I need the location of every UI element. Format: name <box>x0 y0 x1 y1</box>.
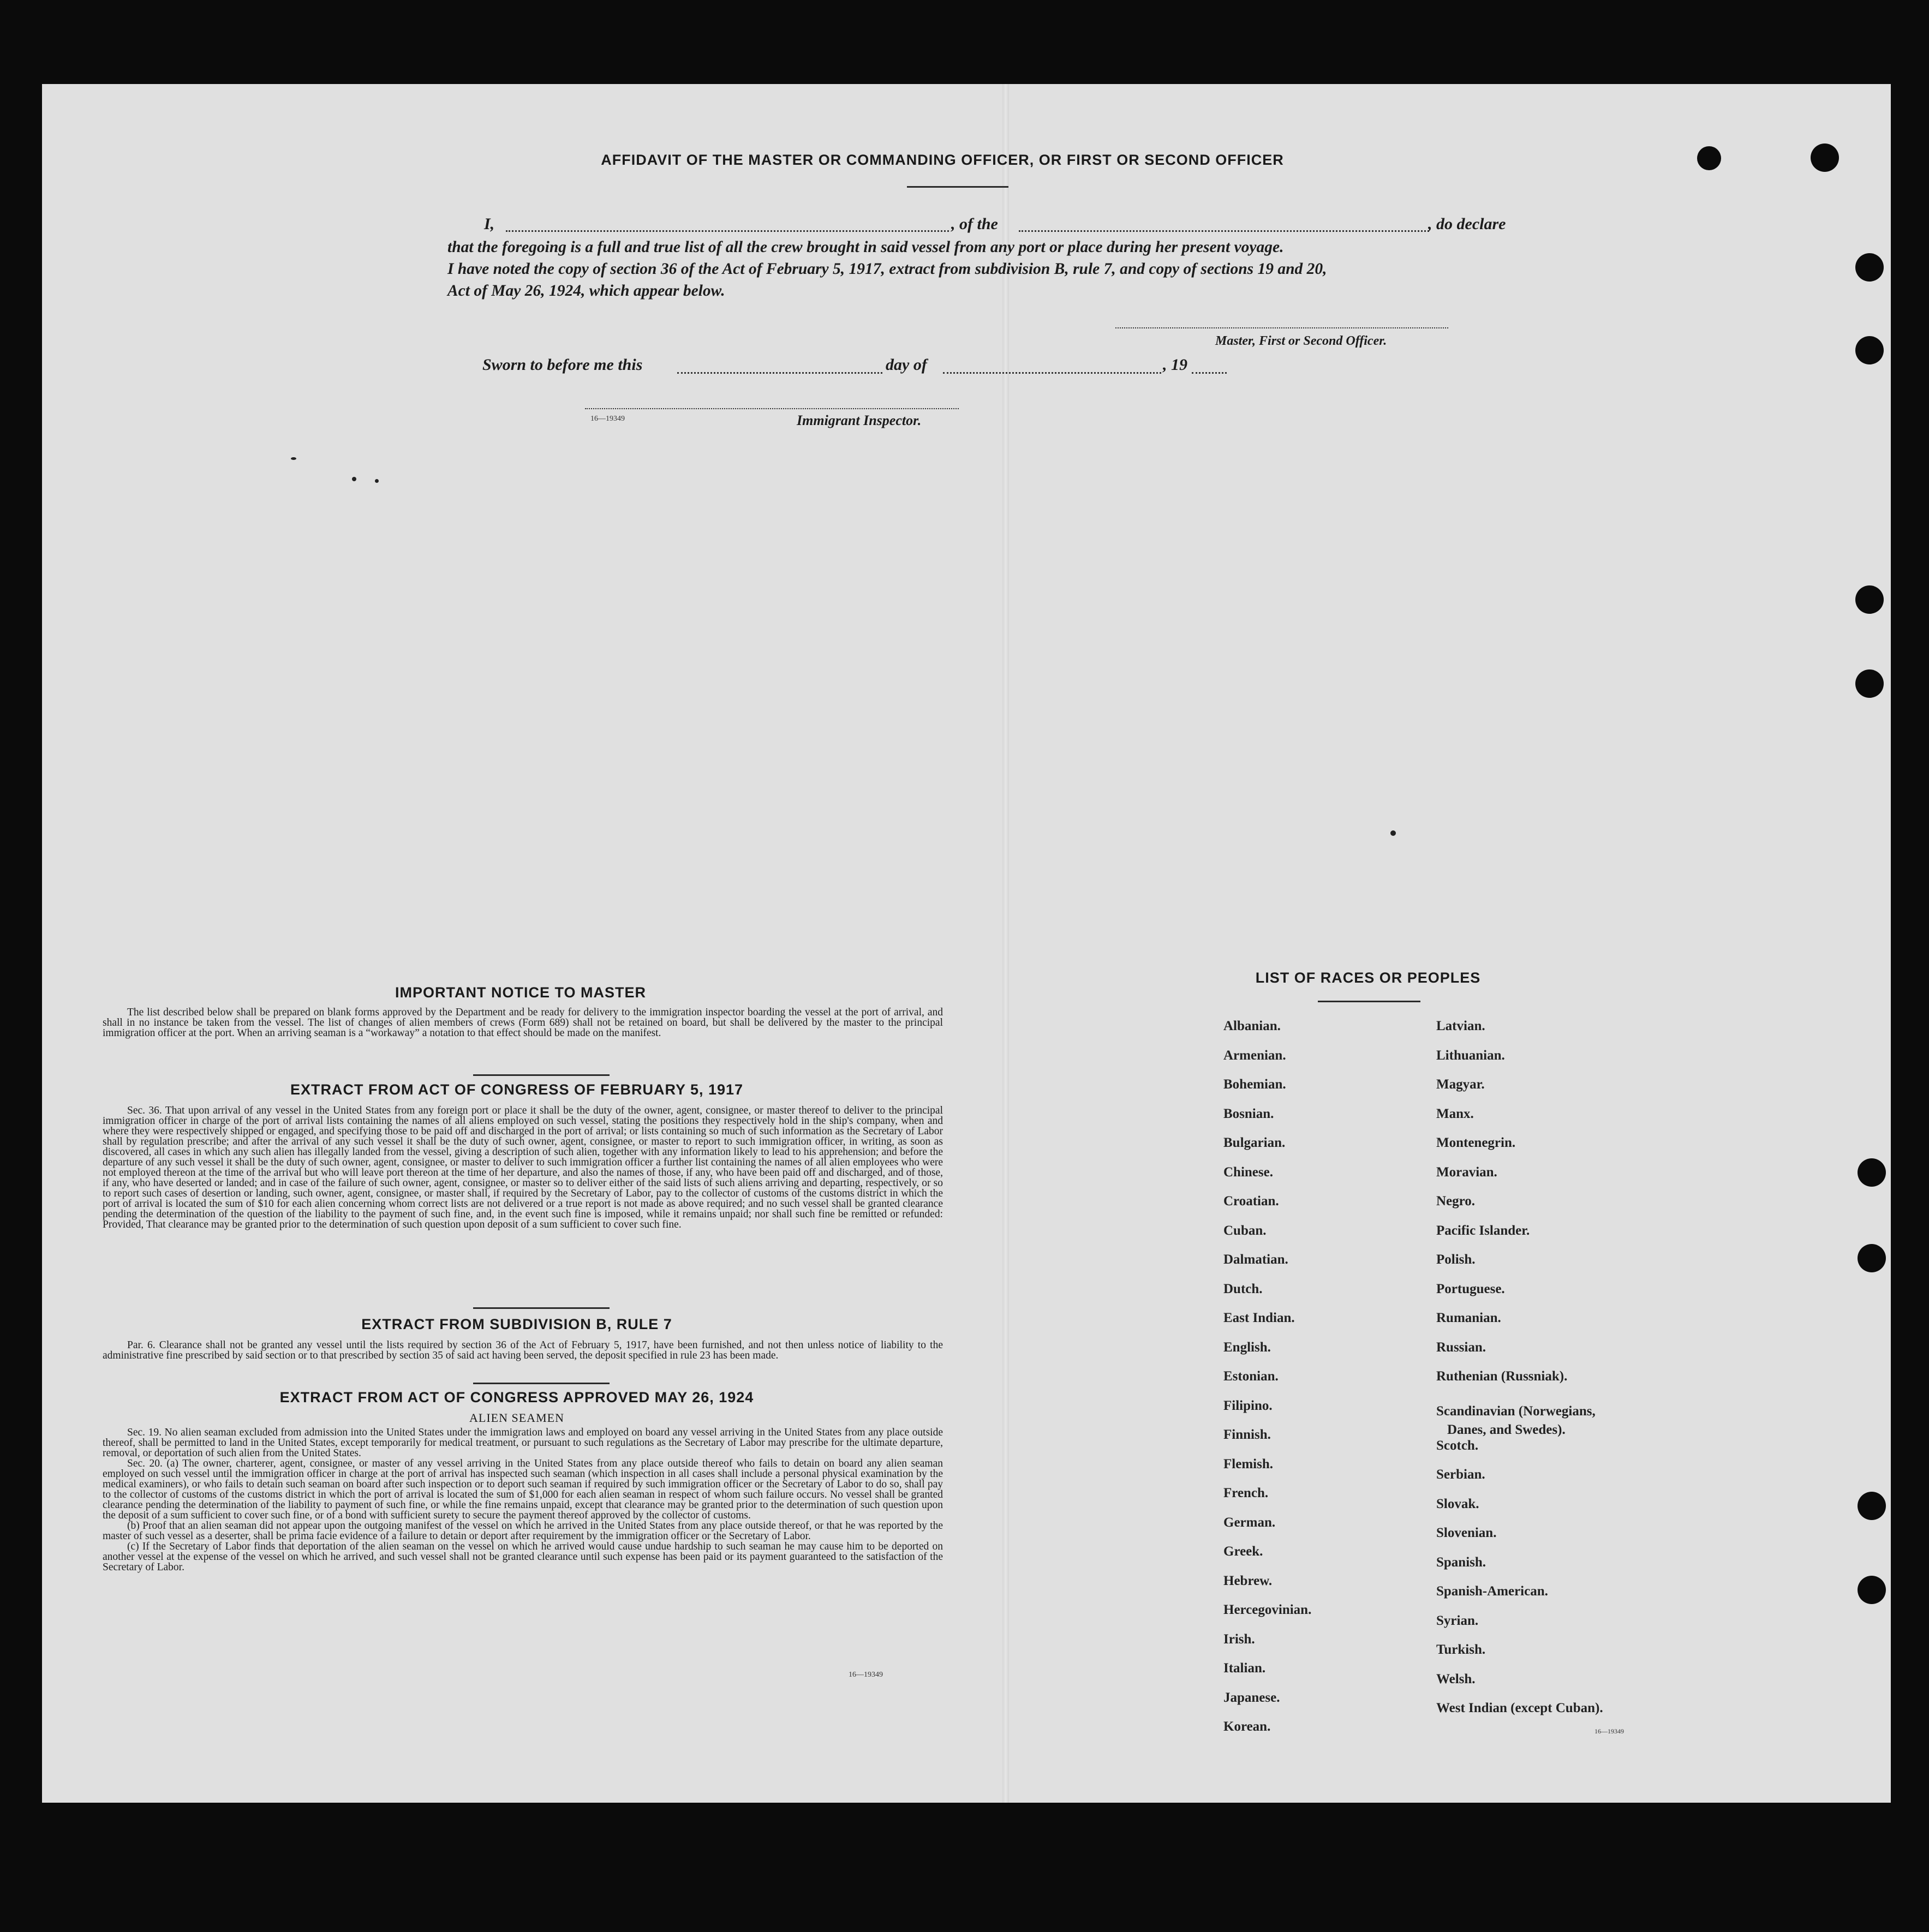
sec-20c-paragraph: (c) If the Secretary of Labor finds that deportation of the alien seaman on the vessel on which he arrived would cause undue hardship to such seaman he may cause him to be deported on another vessel at the expense of the vessel on which he arrived, and such vessel shall not be granted clearance until such expense has been paid or its payment guaranteed to the satisfaction of the Secretary of Labor. <box>103 1541 943 1573</box>
list-item: Dalmatian. <box>1223 1252 1288 1267</box>
sworn-day-of: day of <box>886 356 927 374</box>
races-right-list <box>1436 1012 1603 1723</box>
list-item: Slovak. <box>1436 1496 1479 1511</box>
list-item: Russian. <box>1436 1339 1486 1355</box>
sworn-year-field[interactable] <box>1192 372 1227 374</box>
extract-form-number: 16—19349 <box>849 1671 883 1679</box>
list-item: Filipino. <box>1223 1398 1273 1413</box>
list-item: Korean. <box>1223 1719 1271 1734</box>
list-item: Danes, and Swedes). <box>1447 1422 1566 1437</box>
list-item: Chinese. <box>1223 1164 1273 1180</box>
master-signature-label: Master, First or Second Officer. <box>1215 334 1387 348</box>
list-item: Italian. <box>1223 1661 1266 1676</box>
paper-speck <box>375 479 379 483</box>
affidavit-line3: I have noted the copy of section 36 of the Act of February 5, 1917, extract from subdivision B, rule 7, and copy of sections 19 and 20, <box>447 260 1327 278</box>
inspector-label: Immigrant Inspector. <box>797 412 922 428</box>
sworn-prefix: Sworn to before me this <box>482 356 643 374</box>
page-fold <box>1002 84 1009 1803</box>
list-item: Japanese. <box>1223 1690 1280 1705</box>
affidavit-line1-declare: , do declare <box>1428 215 1506 233</box>
list-item: Dutch. <box>1223 1281 1263 1296</box>
list-item: Bulgarian. <box>1223 1135 1286 1150</box>
punch-hole <box>1855 253 1884 282</box>
sec-20a-paragraph: Sec. 20. (a) The owner, charterer, agent, consignee, or master of any vessel arriving in the United States from any place outside thereof who fails to detain on board any alien seaman employed on such vessel until the immigration officer in charge at the port of arrival has inspected such seaman (which inspection in all cases shall include a personal physical examination by the medical examiners), or who fails to detain such seaman on board after such inspection or to deport such seaman if required by such immigration officer or the Secretary of Labor to do so, shall pay to the collector of customs of the customs district in which the port of arrival is located the sum of $1,000 for each alien seaman in respect of whom such failure occurs. No vessel shall be granted clearance pending the determination of the liability to payment of such fine, or while the fine remains unpaid, except that clearance may be granted prior to the determination of such question upon the deposit of a sum sufficient to cover such fine, or of a bond with sufficient surety to secure the payment thereof approved by the collector of customs. <box>103 1458 943 1521</box>
affidavit-line2: that the foregoing is a full and true list of all the crew brought in said vessel from any port or place during her present voyage. <box>447 238 1284 256</box>
list-item: Irish. <box>1223 1631 1255 1647</box>
list-item: Albanian. <box>1223 1019 1281 1033</box>
sworn-month-field[interactable] <box>943 372 1161 374</box>
list-item: Armenian. <box>1223 1048 1286 1063</box>
races-form-number: 16—19349 <box>1594 1727 1624 1735</box>
list-item: Turkish. <box>1436 1642 1486 1657</box>
punch-hole <box>1855 669 1884 698</box>
races-left-list <box>1223 1012 1311 1742</box>
list-item: Hebrew. <box>1223 1573 1273 1588</box>
affidavit-line4: Act of May 26, 1924, which appear below. <box>447 282 725 300</box>
extract-rule7-text <box>103 1340 943 1361</box>
races-title: LIST OF RACES OR PEOPLES <box>1255 970 1481 986</box>
list-item: Croatian. <box>1223 1194 1279 1209</box>
notice-rule <box>473 1074 610 1076</box>
extract-1917-rule <box>473 1307 610 1309</box>
list-item: Serbian. <box>1436 1467 1485 1482</box>
extract-1924-subtitle: ALIEN SEAMEN <box>469 1411 564 1425</box>
list-item: Moravian. <box>1436 1164 1497 1180</box>
sworn-year: , 19 <box>1163 356 1187 374</box>
list-item: Greek. <box>1223 1544 1263 1559</box>
list-item: Rumanian. <box>1436 1311 1501 1325</box>
list-item: French. <box>1223 1486 1269 1500</box>
affidavit-form-number: 16—19349 <box>590 415 625 423</box>
list-item: Syrian. <box>1436 1613 1479 1628</box>
sec-36-paragraph: Sec. 36. That upon arrival of any vessel in the United States from any foreign port or place it shall be the duty of the owner, agent, consignee, or master thereof to deliver to the principal immigration officer in charge of the port of arrival lists containing the names of all aliens employed on such vessel, stating the positions they respectively hold in the ship's company, when and where they were respectively shipped or engaged, and specifying those to be paid off and discharged in the port of arrival; or lists containing so much of such information as the Secretary of Labor shall by regulation prescribe; and after the arrival of any such vessel it shall be the duty of such owner, agent, consignee, or master to report to such immigration officer, in writing, as soon as discovered, all cases in which any such alien has illegally landed from the vessel, giving a description of such alien, together with any information likely to lead to his apprehension; and before the departure of any such vessel it shall be the duty of such owner, agent, consignee, or master to deliver to such immigration officer a further list containing the names of all alien employees who were not employed thereon at the time of the arrival but who will leave port thereon at the time of her departure, and also the names of those, if any, who have been paid off and discharged, and of those, if any, who have deserted or landed; and in case of the failure of such owner, agent, consignee, or master so to deliver either of the said lists of such aliens arriving and departing, respectively, or so to report such cases of desertion or landing, such owner, agent, consignee, or master shall, if required by the Secretary of Labor, pay to the collector of customs of the customs district in which the port of arrival is located the sum of $10 for each alien concerning whom correct lists are not delivered or a true report is not made as above required; and no such vessel shall be granted clearance pending the determination of the question of the liability to the payment of such fine, and, in the event such fine is imposed, while it remains unpaid; nor shall such fine be remitted or refunded: Provided, That clearance may be granted prior to the determination of such question upon deposit of a sum sufficient to cover such fine. <box>103 1105 943 1230</box>
affidavit-line1-of: , of the <box>951 215 998 233</box>
punch-hole <box>1858 1158 1886 1187</box>
list-item: Estonian. <box>1223 1369 1279 1384</box>
list-item: Polish. <box>1436 1252 1476 1267</box>
list-item: West Indian (except Cuban). <box>1436 1701 1603 1715</box>
notice-title: IMPORTANT NOTICE TO MASTER <box>395 984 646 1001</box>
master-signature-field[interactable] <box>1115 327 1448 328</box>
sec-20b-paragraph: (b) Proof that an alien seaman did not appear upon the outgoing manifest of the vessel on which he arrived in the United States from any place outside thereof, or that he was reported by the master of such vessel as a deserter, shall be prima facie evidence of a failure to detain or deport after requirement by the immigration officer or the Secretary of Labor. <box>103 1520 943 1542</box>
punch-hole <box>1697 146 1721 170</box>
paper-speck <box>1390 830 1396 836</box>
punch-hole <box>1858 1492 1886 1520</box>
list-item: Magyar. <box>1436 1077 1485 1092</box>
extract-1917-text <box>103 1105 943 1230</box>
list-item: Slovenian. <box>1436 1526 1497 1540</box>
list-item: Spanish. <box>1436 1554 1486 1570</box>
list-item: Bosnian. <box>1223 1106 1274 1121</box>
vessel-name-field[interactable] <box>1019 230 1429 232</box>
notice-text <box>103 1007 943 1038</box>
list-item: German. <box>1223 1515 1276 1530</box>
list-item: East Indian. <box>1223 1311 1295 1325</box>
affidavit-line1-i: I, <box>484 215 495 233</box>
list-item: Latvian. <box>1436 1019 1485 1033</box>
list-item: Ruthenian (Russniak). <box>1436 1369 1568 1384</box>
list-item: Lithuanian. <box>1436 1048 1505 1063</box>
list-item: Scotch. <box>1436 1438 1479 1453</box>
sec-19-paragraph: Sec. 19. No alien seaman excluded from admission into the United States under the immigration laws and employed on board any vessel arriving in the United States from any place outside thereof, shall be permitted to land in the United States, except temporarily for medical treatment, or pursuant to such regulations as the Secretary of Labor may prescribe for the ultimate departure, removal, or deportation of such alien from the United States. <box>103 1427 943 1459</box>
extract-1924-title: EXTRACT FROM ACT OF CONGRESS APPROVED MAY 26, 1924 <box>279 1389 754 1405</box>
list-item: Negro. <box>1436 1194 1476 1209</box>
punch-hole <box>1855 585 1884 614</box>
list-item: Scandinavian (Norwegians, <box>1436 1403 1596 1419</box>
races-title-rule <box>1318 1001 1420 1002</box>
list-item: Bohemian. <box>1223 1077 1286 1092</box>
list-item: Portuguese. <box>1436 1281 1505 1296</box>
punch-hole <box>1811 143 1839 172</box>
notice-paragraph: The list described below shall be prepared on blank forms approved by the Department and be ready for delivery to the immigration inspector boarding the vessel at the port of arrival, and shall in no instance be taken from the vessel. The list of changes of alien members of crews (Form 689) shall not be retained on board, but shall be delivered by the master to the principal immigration officer at the port. When an arriving seaman is a “workaway” a notation to that effect should be made on the manifest. <box>103 1007 943 1039</box>
list-item: Spanish-American. <box>1436 1584 1548 1599</box>
punch-hole <box>1858 1576 1886 1604</box>
list-item: Cuban. <box>1223 1223 1267 1238</box>
paper-speck <box>291 457 296 460</box>
list-item: English. <box>1223 1339 1271 1355</box>
list-item: Montenegrin. <box>1436 1135 1516 1150</box>
list-item: Hercegovinian. <box>1223 1602 1312 1617</box>
extract-rule7-rule <box>473 1383 610 1384</box>
list-item: Pacific Islander. <box>1436 1223 1530 1238</box>
extract-rule7-title: EXTRACT FROM SUBDIVISION B, RULE 7 <box>361 1316 672 1332</box>
sworn-day-field[interactable] <box>677 372 882 374</box>
declarant-name-field[interactable] <box>506 230 949 232</box>
paper-speck <box>352 477 356 481</box>
list-item: Welsh. <box>1436 1671 1476 1686</box>
document-page <box>42 84 1891 1803</box>
affidavit-title: AFFIDAVIT OF THE MASTER OR COMMANDING OFFICER, OR FIRST OR SECOND OFFICER <box>601 152 1284 168</box>
par-6-paragraph: Par. 6. Clearance shall not be granted any vessel until the lists required by section 36 of the Act of February 5, 1917, have been furnished, and not then unless notice of liability to the administrative fine prescribed by said section or to that prescribed by section 35 of said act having been served, the deposit specified in rule 23 has been made. <box>103 1339 943 1361</box>
extract-1917-title: EXTRACT FROM ACT OF CONGRESS OF FEBRUARY 5, 1917 <box>290 1081 744 1098</box>
extract-1924-text <box>103 1427 943 1572</box>
affidavit-title-rule <box>907 186 1008 188</box>
list-item: Finnish. <box>1223 1427 1271 1442</box>
list-item: Flemish. <box>1223 1456 1273 1472</box>
punch-hole <box>1855 336 1884 364</box>
punch-hole <box>1858 1244 1886 1272</box>
list-item: Manx. <box>1436 1106 1474 1121</box>
